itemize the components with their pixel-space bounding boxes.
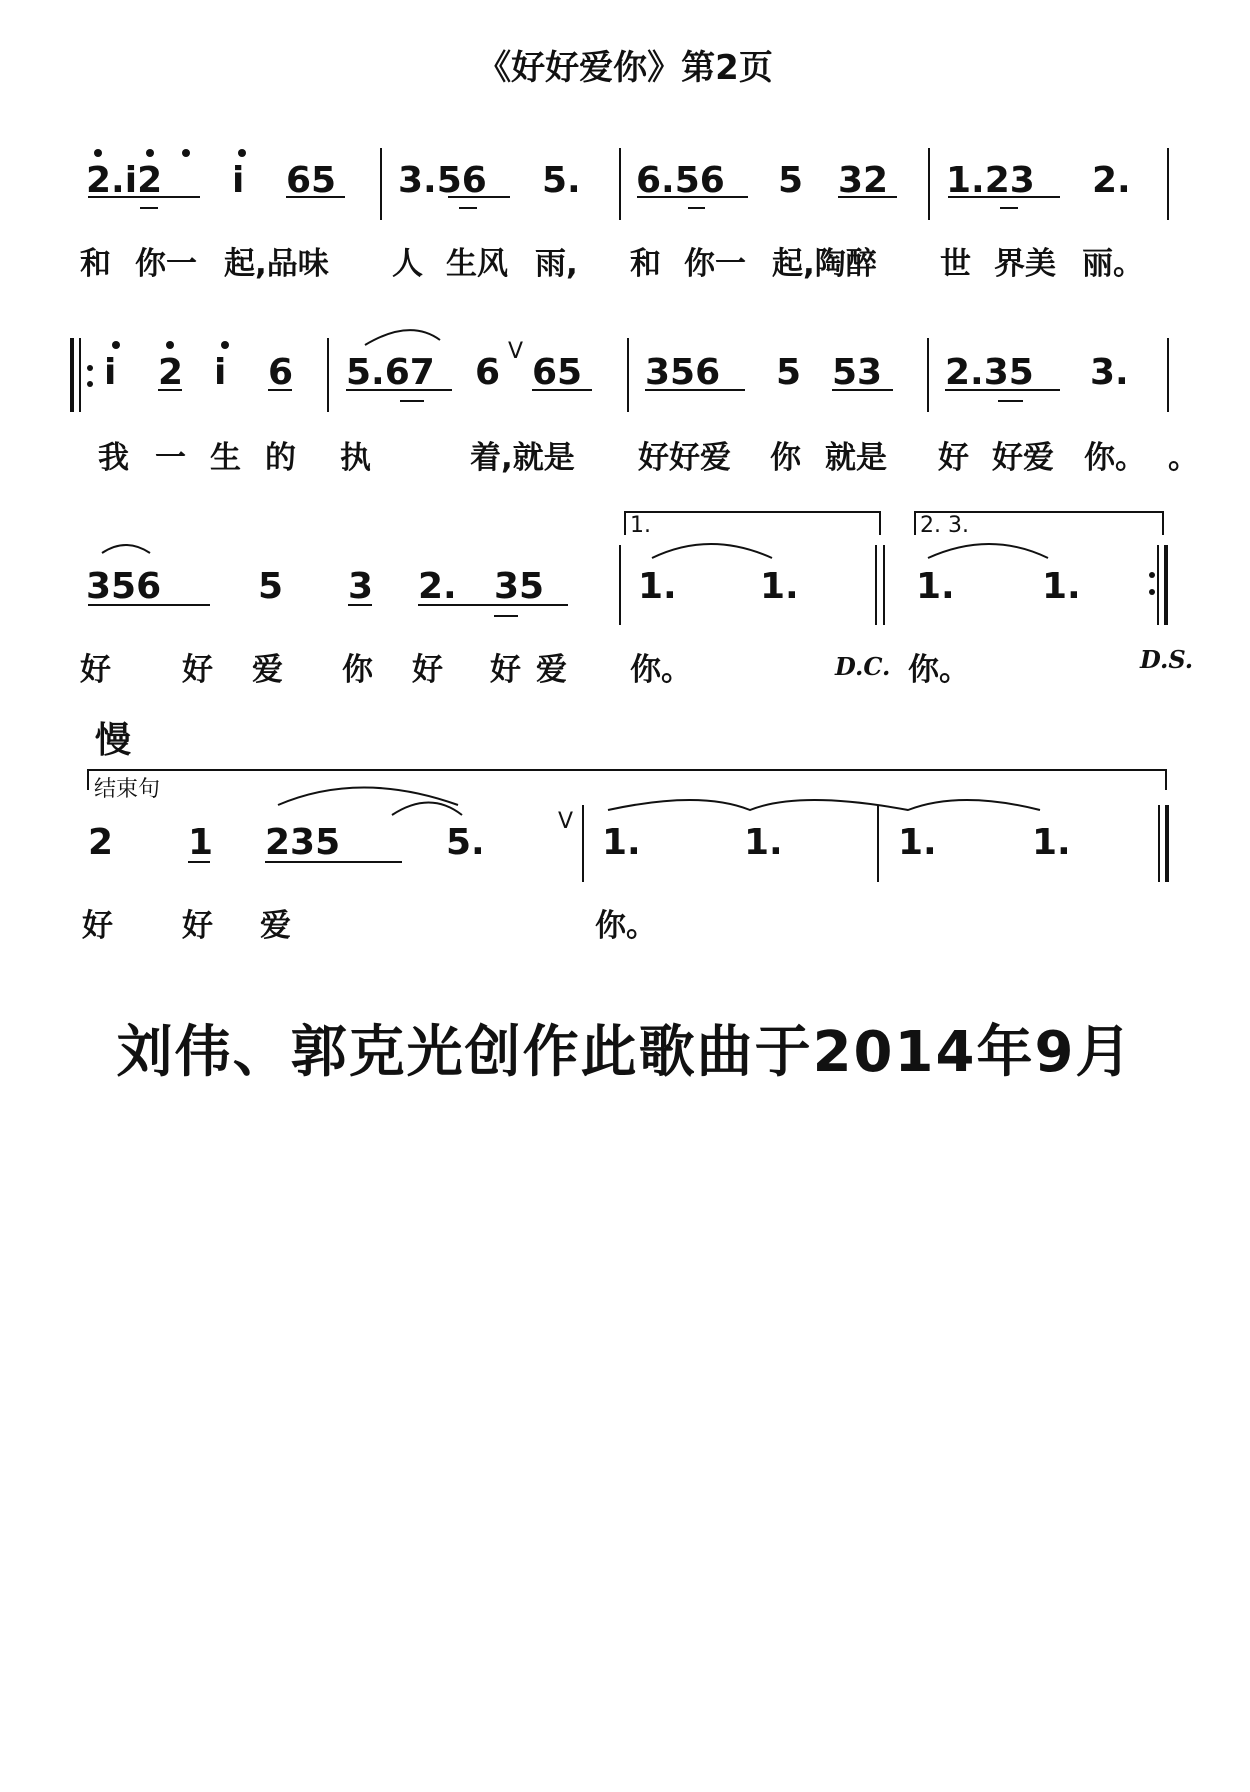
note: 5. — [446, 822, 485, 863]
lyric-line — [0, 432, 1250, 482]
note-group: 5.67 — [346, 352, 435, 393]
note-group: 6.56 — [636, 160, 725, 201]
note: 1. — [602, 822, 641, 863]
svg-text:V: V — [558, 809, 574, 834]
lyric: 你。 — [1084, 440, 1146, 476]
volta-1-label: 1. — [630, 513, 651, 538]
lyric: 执 — [340, 440, 371, 476]
lyric: 生风 — [446, 246, 508, 282]
section-label: 结束句 — [94, 777, 161, 802]
note: i — [214, 352, 227, 393]
lyric-line — [0, 900, 1250, 950]
lyric: 爱 — [536, 652, 567, 688]
note: 2. — [418, 566, 457, 607]
note-group: 65 — [532, 352, 583, 393]
lyric: 丽。 — [1082, 246, 1144, 282]
lyric: 就是 — [825, 440, 887, 476]
lyric: 你 — [770, 440, 801, 476]
note-group: 356 — [86, 566, 162, 607]
lyric: 起,品味 — [224, 246, 329, 282]
note: 1. — [916, 566, 955, 607]
lyric: 好 — [412, 652, 443, 688]
lyric: 界美 — [994, 246, 1056, 282]
note: 1. — [1032, 822, 1071, 863]
lyric: 你。 — [908, 652, 970, 688]
note: 1. — [898, 822, 937, 863]
svg-text:V: V — [508, 339, 524, 364]
lyric: 你一 — [684, 246, 746, 282]
note-group: 65 — [286, 160, 337, 201]
note: 1. — [744, 822, 783, 863]
lyric: 雨, — [535, 246, 578, 282]
lyric: 好 — [80, 652, 111, 688]
lyric: 好 — [490, 652, 521, 688]
note: 1. — [638, 566, 677, 607]
lyric: 好好爱 — [638, 440, 731, 476]
lyric-line — [0, 644, 1250, 694]
lyric: 你 — [342, 652, 373, 688]
lyric: 你。 — [595, 908, 657, 944]
lyric: 好 — [82, 908, 113, 944]
lyric: 你一 — [135, 246, 197, 282]
note-group: 356 — [645, 352, 721, 393]
note-group: 2.35 — [945, 352, 1034, 393]
note: 6 — [475, 352, 501, 393]
dc-marking: D.C. — [835, 652, 891, 681]
note-group: 1.23 — [946, 160, 1035, 201]
lyric: 好爱 — [992, 440, 1054, 476]
lyric: 你。 — [630, 652, 692, 688]
lyric: 起,陶醉 — [772, 246, 877, 282]
lyric: 和 — [80, 246, 111, 282]
lyric: 生 — [210, 440, 241, 476]
note: 2 — [158, 352, 184, 393]
lyric: 好 — [182, 652, 213, 688]
footer-credit: 刘伟、郭克光创作此歌曲于2014年9月 — [116, 1020, 1134, 1085]
lyric: 。 — [1168, 440, 1199, 476]
lyric: 好 — [938, 440, 969, 476]
note-group: 53 — [832, 352, 883, 393]
note-group: 235 — [265, 822, 341, 863]
note: 5 — [258, 566, 284, 607]
note: 2 — [88, 822, 114, 863]
note: 6 — [268, 352, 294, 393]
lyric: 我 — [98, 440, 129, 476]
note: 1 — [188, 822, 214, 863]
lyric-line — [0, 238, 1250, 288]
note-group: 3.56 — [398, 160, 487, 201]
note-group: 35 — [494, 566, 545, 607]
ds-marking: D.S. — [1140, 645, 1194, 674]
note: 1. — [1042, 566, 1081, 607]
note: 5 — [776, 352, 802, 393]
note: 3. — [1090, 352, 1129, 393]
lyric: 好 — [182, 908, 213, 944]
note: 3 — [348, 566, 374, 607]
volta-2-label: 2. 3. — [920, 513, 969, 538]
lyric: 爱 — [260, 908, 291, 944]
lyric: 一 — [155, 440, 186, 476]
note-group: 5. — [542, 160, 581, 201]
tempo-marking: 慢 — [95, 720, 132, 761]
lyric: 的 — [265, 440, 296, 476]
lyric: 人 — [392, 246, 423, 282]
note: i — [104, 352, 117, 393]
note-group: i — [232, 160, 245, 201]
lyric: 着,就是 — [470, 440, 575, 476]
lyric: 和 — [630, 246, 661, 282]
note-group: 5 — [778, 160, 804, 201]
note-group: 2. — [1092, 160, 1131, 201]
note: 1. — [760, 566, 799, 607]
page-title: 《好好爱你》第2页 — [477, 48, 773, 88]
note-group: 32 — [838, 160, 889, 201]
lyric: 爱 — [252, 652, 283, 688]
note-group: 2.i2 — [86, 160, 163, 201]
lyric: 世 — [940, 246, 971, 282]
